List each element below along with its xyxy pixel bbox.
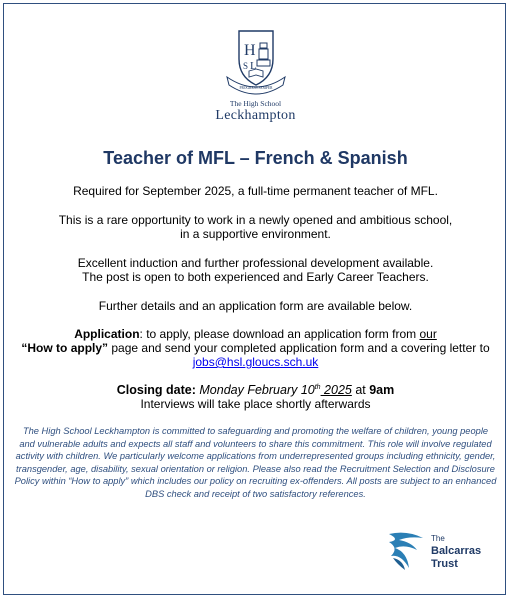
svg-text:L: L xyxy=(250,60,257,72)
closing-date-suffix: th xyxy=(314,383,321,391)
application-block xyxy=(0,327,511,369)
closing-date-label: Closing date: xyxy=(116,383,196,397)
school-name: Leckhampton xyxy=(215,108,296,123)
safeguarding-policy-text: The High School Leckhampton is committed to safeguarding and promoting the welfare of children, young people and vulnerable adults and expects all staff and volunteers to share this commitment. This role will involve regulated activity with children. We particularly welcome applications from underrepresented groups including ethnicity, gender, transgender, age, disability, sexual orientation or religion. Please also read the Recruitment Selection and Disclosure Policy within “How to apply” which includes our policy on recruiting ex-offenders. All posts are subject to an enhanced DBS check and receipt of two satisfactory references. xyxy=(14,426,497,499)
svg-text:H: H xyxy=(244,42,256,59)
induction-line-2: The post is open to both experienced and Early Career Teachers. xyxy=(82,270,429,284)
application-label: Application xyxy=(74,327,140,341)
our-link[interactable]: our xyxy=(419,327,437,341)
closing-at: at xyxy=(351,383,370,397)
trust-name-line-1: Balcarras xyxy=(431,545,482,557)
svg-text:S: S xyxy=(243,61,249,71)
further-details-text: Further details and an application form are available below. xyxy=(98,299,413,313)
how-to-apply-link[interactable]: “How to apply” xyxy=(21,341,109,355)
requirement-text: Required for September 2025, a full-time permanent teacher of MFL. xyxy=(73,184,438,198)
closing-date-day: Monday February 10 xyxy=(199,383,315,397)
job-title: Teacher of MFL – French & Spanish xyxy=(103,148,408,168)
trust-name xyxy=(431,533,481,571)
application-text-1: : to apply, please download an application form from xyxy=(139,327,420,341)
opportunity-line-1: This is a rare opportunity to work in a newly opened and ambitious school, xyxy=(58,213,453,227)
interviews-text: Interviews will take place shortly afterwards xyxy=(140,397,371,411)
trust-name-line-2: Trust xyxy=(431,558,458,570)
closing-date-year: 2025 xyxy=(320,383,352,397)
closing-date-value xyxy=(199,383,351,397)
induction-text xyxy=(0,256,511,284)
opportunity-line-2: in a supportive environment. xyxy=(180,227,331,241)
induction-line-1: Excellent induction and further professional development available. xyxy=(77,256,434,270)
school-crest-logo xyxy=(225,25,287,97)
closing-block xyxy=(0,383,511,411)
application-text-2: page and send your completed application form and a covering letter to xyxy=(108,341,490,355)
closing-time: 9am xyxy=(369,383,395,397)
school-name-small: The High School xyxy=(229,99,282,108)
opportunity-text xyxy=(0,213,511,241)
balcarras-trust-logo-icon xyxy=(387,528,425,572)
crest-motto: PROGRESS SEMPER xyxy=(239,86,273,90)
trust-the: The xyxy=(431,534,445,543)
email-link[interactable]: jobs@hsl.gloucs.sch.uk xyxy=(192,355,319,369)
